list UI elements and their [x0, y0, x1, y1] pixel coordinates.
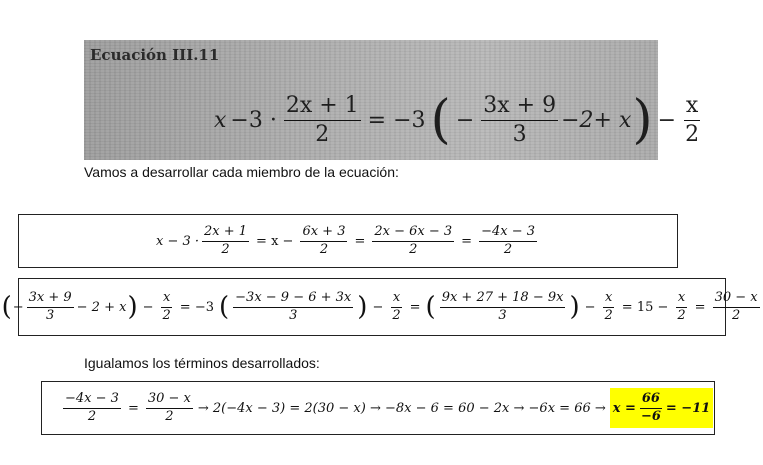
result-fn: 66	[640, 392, 662, 409]
b1-frac2	[300, 225, 347, 258]
photo-eq-frac1-den: 2	[315, 121, 330, 147]
b2-f8d: 2	[731, 307, 741, 323]
result-fd: −6	[640, 408, 661, 424]
b2-f6d: 2	[604, 307, 613, 323]
b2-f5n: 9x + 27 + 18 − 9x	[440, 291, 566, 308]
b2-f3d: 3	[289, 307, 298, 323]
b2-f2n: x	[161, 291, 172, 308]
photo-eq-frac3-den: 2	[685, 121, 700, 147]
b2-rparen2: )	[357, 292, 368, 322]
photo-eq-frac2-den: 3	[512, 121, 527, 147]
b2-minus: −	[12, 299, 24, 315]
b2-f8n: 30 − x	[713, 291, 760, 308]
result-frac	[639, 392, 663, 425]
photo-eq-frac3-num: x	[684, 93, 700, 120]
photo-equation	[214, 78, 704, 162]
b2-frac7	[675, 291, 687, 324]
b1-frac1	[202, 225, 249, 258]
b2-frac1	[27, 291, 74, 324]
b2-f: =	[409, 299, 421, 315]
photo-eq-lparen: (	[430, 90, 451, 150]
photo-eq-minus3: −3 ·	[230, 107, 277, 133]
b1-f1d: 2	[221, 241, 230, 257]
b2-f4d: 2	[392, 307, 401, 323]
b3-f2d: 2	[165, 408, 174, 424]
b1-f3n: 2x − 6x − 3	[372, 225, 454, 242]
b3-steps: → 2(−4x − 3) = 2(30 − x) → −8x − 6 = 60 − 2x → −6x = 66 →	[197, 400, 606, 416]
intro-develop: Vamos a desarrollar cada miembro de la ecuación:	[84, 164, 399, 180]
photo-eq-frac1	[284, 93, 361, 147]
b1-f2d: 2	[319, 241, 329, 257]
photo-eq-frac3	[683, 93, 701, 147]
equation-title: Ecuación III.11	[90, 46, 220, 64]
photo-eq-frac2-num: 3x + 9	[481, 93, 558, 120]
b2-lparen1: (	[1, 292, 12, 322]
b2-c: −	[142, 299, 154, 315]
b1-b: = x −	[256, 233, 294, 249]
b2-f4n: x	[391, 291, 402, 308]
b1-frac4	[479, 225, 537, 258]
b2-frac5	[440, 291, 566, 324]
intro-equate: Igualamos los términos desarrollados:	[84, 355, 320, 371]
b1-frac3	[372, 225, 454, 258]
b2-frac3	[233, 291, 353, 324]
b2-rparen1: )	[127, 292, 138, 322]
result-x: x =	[612, 400, 636, 416]
b1-f4d: 2	[503, 241, 513, 257]
b1-c: =	[354, 233, 366, 249]
b2-f6n: x	[603, 291, 614, 308]
b2-i: =	[694, 299, 706, 315]
b1-f2n: 6x + 3	[300, 225, 347, 242]
photo-eq-frac1-num: 2x + 1	[284, 93, 361, 120]
b2-frac4	[390, 291, 402, 324]
solution-highlight	[610, 388, 714, 428]
photo-eq-frac2	[481, 93, 558, 147]
b2-f1d: 3	[46, 307, 55, 323]
b2-f1n: 3x + 9	[27, 291, 74, 308]
b2-a	[0, 300, 1, 315]
b1-f3d: 2	[409, 241, 418, 257]
photo-eq-eq: = −3	[367, 107, 426, 133]
equation-photo	[84, 40, 700, 160]
b2-d: = −3	[179, 299, 214, 315]
b2-b: − 2 + x	[76, 299, 127, 315]
b2-f7n: x	[676, 291, 687, 308]
b2-f7d: 2	[677, 307, 686, 323]
b2-frac2	[161, 291, 173, 324]
b2-lparen3: (	[425, 292, 436, 322]
b1-f1n: 2x + 1	[202, 225, 249, 242]
b2-frac6	[603, 291, 615, 324]
photo-eq-rparen: )	[632, 90, 653, 150]
b2-lparen2: (	[219, 292, 230, 322]
b2-f3n: −3x − 9 − 6 + 3x	[233, 291, 353, 308]
b3-a: =	[127, 400, 139, 416]
b2-frac8	[713, 291, 760, 324]
b3-f1d: 2	[87, 408, 97, 424]
b2-rparen3: )	[569, 292, 580, 322]
b3-frac2	[146, 392, 193, 425]
b1-d: =	[461, 233, 473, 249]
development-box-right	[1, 278, 758, 336]
b3-f1n: −4x − 3	[63, 392, 121, 409]
photo-eq-inner-minus: −	[455, 107, 475, 133]
b2-f2d: 2	[162, 307, 171, 323]
b2-h: = 15 −	[621, 299, 669, 315]
b2-e: −	[372, 299, 384, 315]
solution-box	[41, 381, 715, 435]
b1-f4n: −4x − 3	[479, 225, 537, 242]
photo-eq-x: x	[214, 107, 227, 133]
result-value: = −11	[665, 400, 711, 416]
photo-eq-inner-rest: −2+ x	[561, 107, 632, 133]
photo-eq-tail-minus: −	[657, 107, 677, 133]
b3-frac1	[63, 392, 121, 425]
b3-f2n: 30 − x	[146, 392, 193, 409]
b1-a: x − 3 ·	[155, 233, 200, 249]
development-box-left	[18, 214, 678, 268]
b2-g: −	[584, 299, 596, 315]
b2-f5d: 3	[498, 307, 507, 323]
